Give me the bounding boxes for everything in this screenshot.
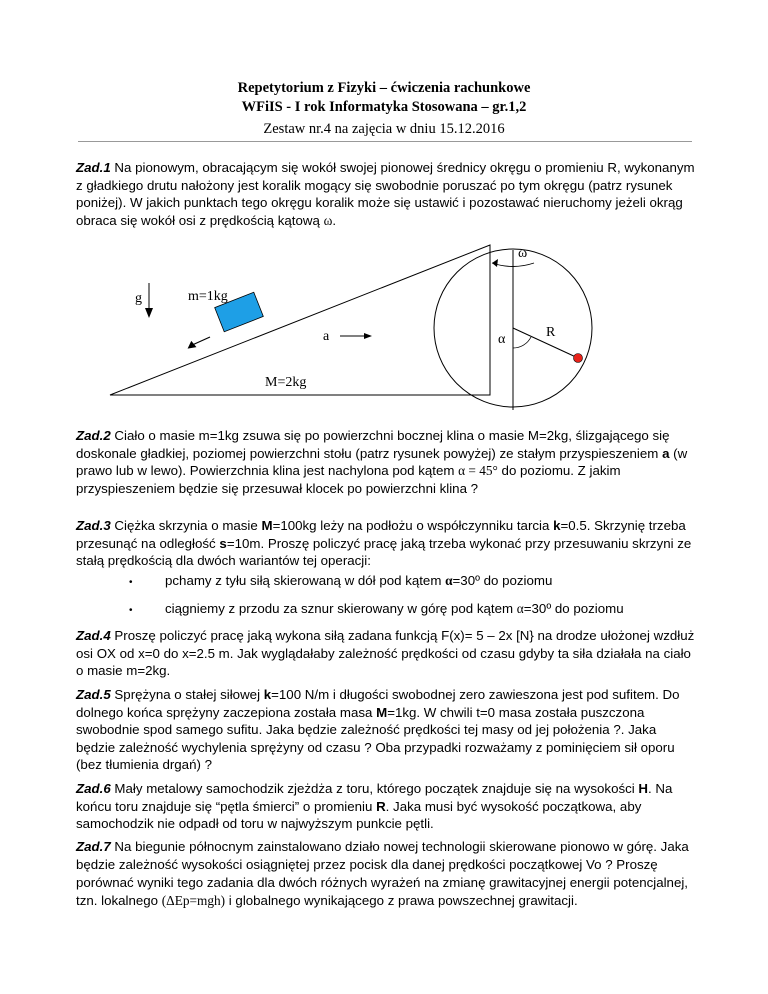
zad1-paragraph: Zad.1 Na pionowym, obracającym się wokół swojej pionowej średnicy okręgu o promieniu R, wykonanym z gładkiego drutu nałożony jest koralik mogący się swobodnie poruszać po tym okręgu (patrz rysunek poniżej). W jakich punktach tego okręgu koralik może się ustawić i pozostawać nieruchomy jeżeli okrąg obraca się wokół osi z prędkością kątową ω. [76, 160, 695, 228]
zad1-omega: ω [323, 212, 333, 228]
zad3-label: Zad.3 [76, 518, 111, 533]
zad4-label: Zad.4 [76, 628, 111, 643]
M-label: M=2kg [265, 375, 307, 390]
zad6-label: Zad.6 [76, 781, 111, 796]
zad2-label: Zad.2 [76, 428, 111, 443]
zad7-label: Zad.7 [76, 839, 111, 854]
zad6-paragraph: Zad.6 Mały metalowy samochodzik zjeżdża z toru, którego początek znajduje się na wysokości H. Na końcu toru znajduje się “pętla śmierci” o promieniu R. Jaka musi być wysokość początkowa, aby samochodzik nie odpadł od toru w najwyższym punkcie pętli. [76, 781, 673, 831]
g-label: g [135, 291, 142, 306]
header-title: Repetytorium z Fizyki – ćwiczenia rachunkowe [237, 80, 531, 96]
zad3-bullet-1: pchamy z tyłu siłą skierowaną w dół pod kątem α=30º do poziomu [165, 573, 553, 588]
zad5-label: Zad.5 [76, 687, 111, 702]
alpha-arc [513, 337, 531, 348]
R-label: R [546, 325, 556, 340]
header-subtitle: WFiIS - I rok Informatyka Stosowana – gr.1,2 [241, 99, 527, 115]
bullet-1: • [129, 577, 133, 588]
omega-label: ω [518, 246, 528, 261]
zad1-label: Zad.1 [76, 160, 111, 175]
zad1-text: Na pionowym, obracającym się wokół swojej pionowej średnicy okręgu o promieniu R, wykonanym z gładkiego drutu nałożony jest koralik mogący się swobodnie poruszać po tym okręgu (patrz rysunek poniżej). W jakich punktach tego okręgu koralik może się ustawić i pozostawać nieruchomy jeżeli okrąg obraca się wokół osi z prędkością kątową [76, 160, 695, 228]
bullet-2: • [129, 605, 133, 616]
zad5-paragraph: Zad.5 Sprężyna o stałej siłowej k=100 N/m i długości swobodnej zero zawieszona jest pod sufitem. Do dolnego końca sprężyny zaczepiona została masa M=1kg. W chwili t=0 masa została puszczona swobodnie spod samego sufitu. Jaka będzie zależność prędkości tej masy od jej położenia ?. Jaka będzie zależność wychylenia sprężyny od czasu ? Oba przypadki rozważamy z pominięciem sił oporu (bez tłumienia drgań) ? [76, 687, 680, 772]
zad2-paragraph: Zad.2 Ciało o masie m=1kg zsuwa się po powierzchni bocznej klina o masie M=2kg, ślizgającego się doskonale gładkiej, poziomej powierzchni stołu (patrz rysunek powyżej) ze stałym przyspieszeniem a (w prawo lub w lewo). Powierzchnia klina jest nachylona pod kątem α = 45° do poziomu. Z jakim przyspieszeniem będzie się przesuwał klocek po powierzchni klina ? [76, 428, 688, 496]
header-date: Zestaw nr.4 na zajęcia w dniu 15.12.2016 [263, 121, 505, 137]
bead [574, 354, 583, 363]
zad4-paragraph: Zad.4 Proszę policzyć pracę jaką wykona siłą zadana funkcją F(x)= 5 – 2x [N} na drodze ułożonej wzdłuż osi OX od x=0 do x=2.5 m. Jak wyglądałaby zależność prędkości od czasu gdyby ta siła działała na ciało o masie m=2kg. [76, 628, 695, 678]
alpha-label: α [498, 332, 506, 347]
m-label: m=1kg [188, 289, 228, 304]
zad7-paragraph: Zad.7 Na biegunie północnym zainstalowano działo nowej technologii skierowane pionowo w górę. Jaka będzie zależność wysokości osiągniętej przez pocisk dla danej prędkości początkowej Vo ? Proszę porównać wyniki tego zadania dla dwóch różnych wyrażeń na zmianę grawitacyjnej energii potencjalnej, tzn. lokalnego (ΔEp=mgh) i globalnego wynikającego z prawa powszechnej grawitacji. [76, 839, 689, 908]
zad3-bullet-2: ciągniemy z przodu za sznur skierowany w górę pod kątem α=30º do poziomu [165, 601, 624, 616]
zad3-paragraph: Zad.3 Ciężka skrzynia o masie M=100kg leży na podłożu o współczynniku tarcia k=0.5. Skrzynię trzeba przesunąć na odległość s=10m. Proszę policzyć pracę jaką trzeba wykonać przy przesuwaniu skrzyni ze stałą prędkością dla dwóch wariantów tej operacji: [76, 518, 692, 568]
a-label: a [323, 329, 330, 344]
